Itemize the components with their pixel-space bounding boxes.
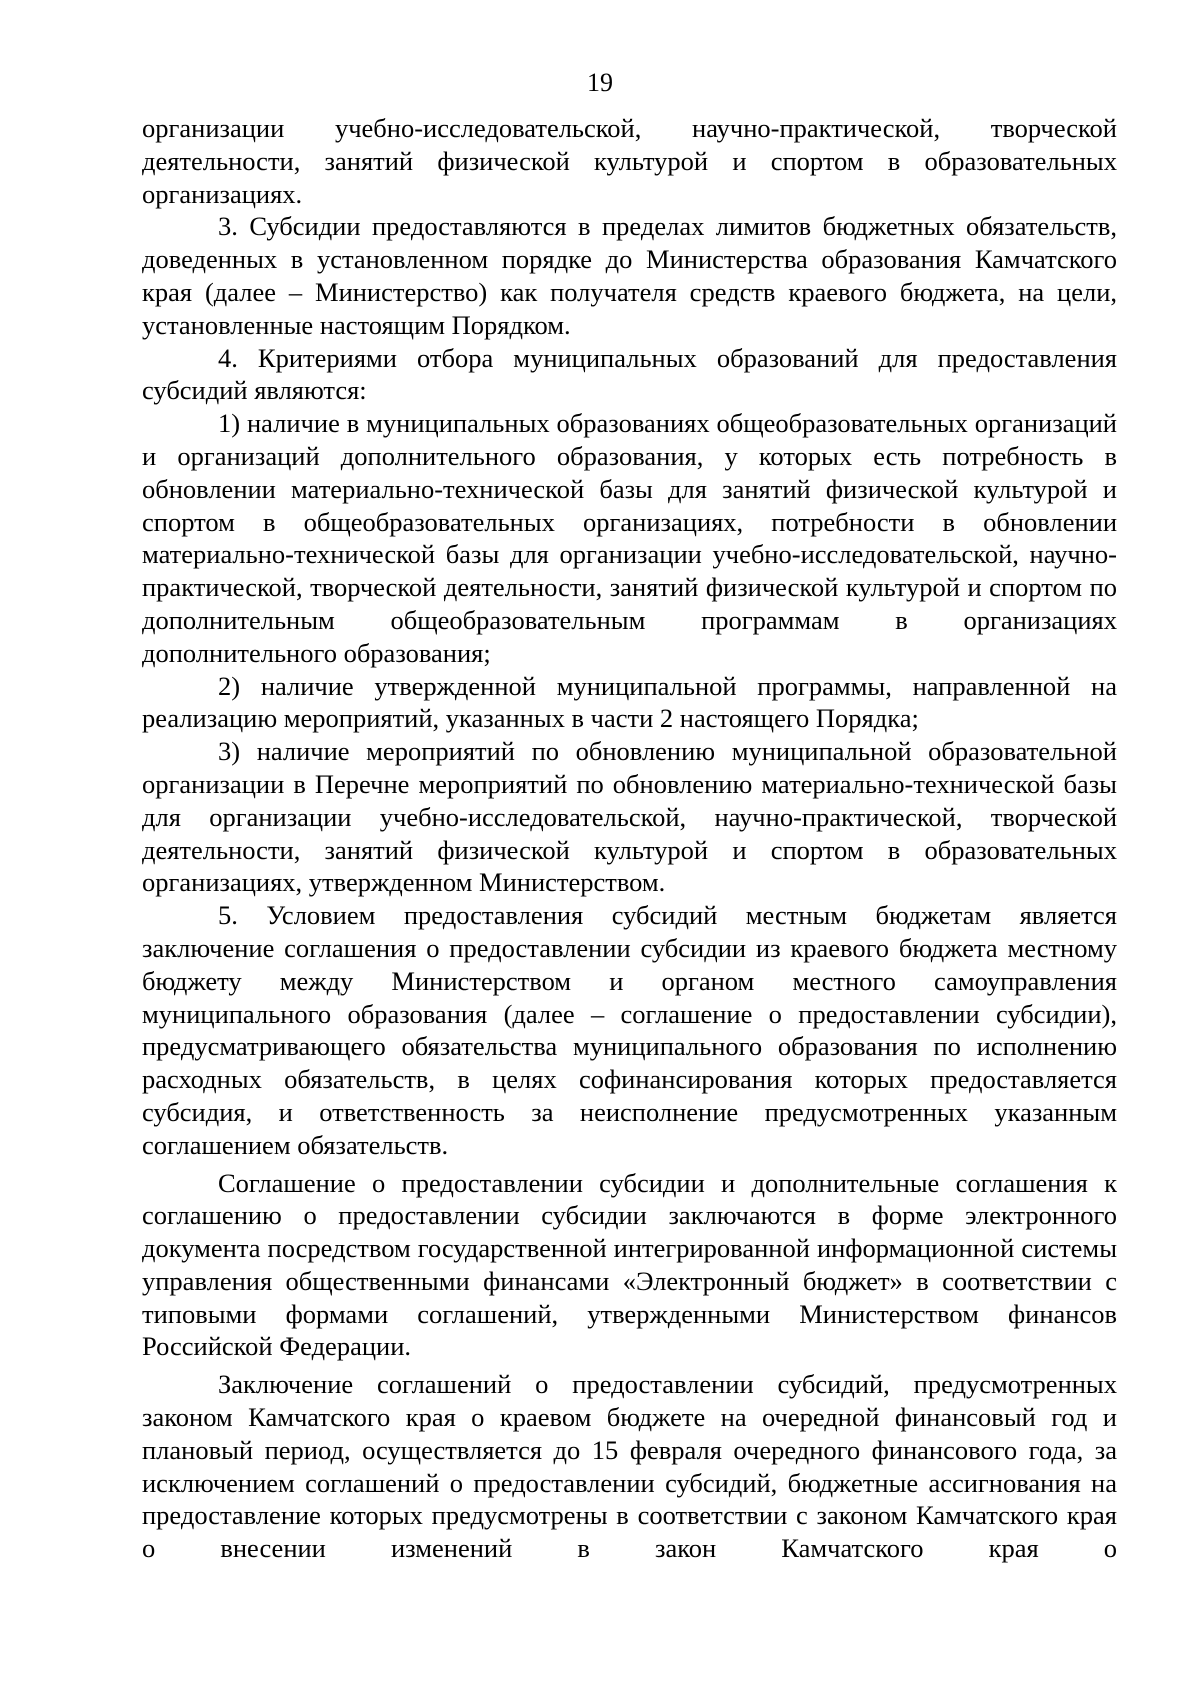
- paragraph-agreement-deadline: Заключение соглашений о предоставлении субсидий, предусмотренных законом Камчатского края о краевом бюджете на очередной финансовый год и плановый период, осуществляется до 15 февраля очередного финансового года, за исключением соглашений о предоставлении субсидий, бюджетные ассигнования на предоставление которых предусмотрены в соответствии с законом Камчатского края о внесении изменений в закон Камчатского края о: [142, 1369, 1117, 1564]
- document-body: [142, 112, 1117, 1565]
- page-number: 19: [587, 68, 613, 97]
- paragraph-item-3: 3. Субсидии предоставляются в пределах лимитов бюджетных обязательств, доведенных в установленном порядке до Министерства образования Камчатского края (далее – Министерство) как получателя средств краевого бюджета, на цели, установленные настоящим Порядком.: [142, 211, 1117, 340]
- paragraph-subitem-1: 1) наличие в муниципальных образованиях общеобразовательных организаций и организаций дополнительного образования, у которых есть потребность в обновлении материально-технической базы для занятий физической культурой и спортом в общеобразовательных организациях, потребности в обновлении материально-технической базы для организации учебно-исследовательской, научно-практической, творческой деятельности, занятий физической культурой и спортом по дополнительным общеобразовательным программам в организациях дополнительного образования;: [142, 408, 1117, 668]
- paragraph-item-4: 4. Критериями отбора муниципальных образований для предоставления субсидий являются:: [142, 342, 1117, 406]
- paragraph-subitem-3: 3) наличие мероприятий по обновлению муниципальной образовательной организации в Перечне мероприятий по обновлению материально-технической базы для организации учебно-исследовательской, научно-практической, творческой деятельности, занятий физической культурой и спортом в образовательных организациях, утвержденном Министерством.: [142, 736, 1117, 898]
- paragraph-item-5: 5. Условием предоставления субсидий местным бюджетам является заключение соглашения о предоставлении субсидии из краевого бюджета местному бюджету между Министерством и органом местного самоуправления муниципального образования (далее – соглашение о предоставлении субсидии), предусматривающего обязательства муниципального образования по исполнению расходных обязательств, в целях софинансирования которых предоставляется субсидия, и ответственность за неисполнение предусмотренных указанным соглашением обязательств.: [142, 900, 1117, 1160]
- paragraph-agreement-form: Соглашение о предоставлении субсидии и дополнительные соглашения к соглашению о предоставлении субсидии заключаются в форме электронного документа посредством государственной интегрированной информационной системы управления общественными финансами «Электронный бюджет» в соответствии с типовыми формами соглашений, утвержденными Министерством финансов Российской Федерации.: [142, 1167, 1117, 1362]
- paragraph-continuation: организации учебно-исследовательской, научно-практической, творческой деятельности, занятий физической культурой и спортом в образовательных организациях.: [142, 113, 1117, 209]
- paragraph-subitem-2: 2) наличие утвержденной муниципальной программы, направленной на реализацию мероприятий, указанных в части 2 настоящего Порядка;: [142, 670, 1117, 734]
